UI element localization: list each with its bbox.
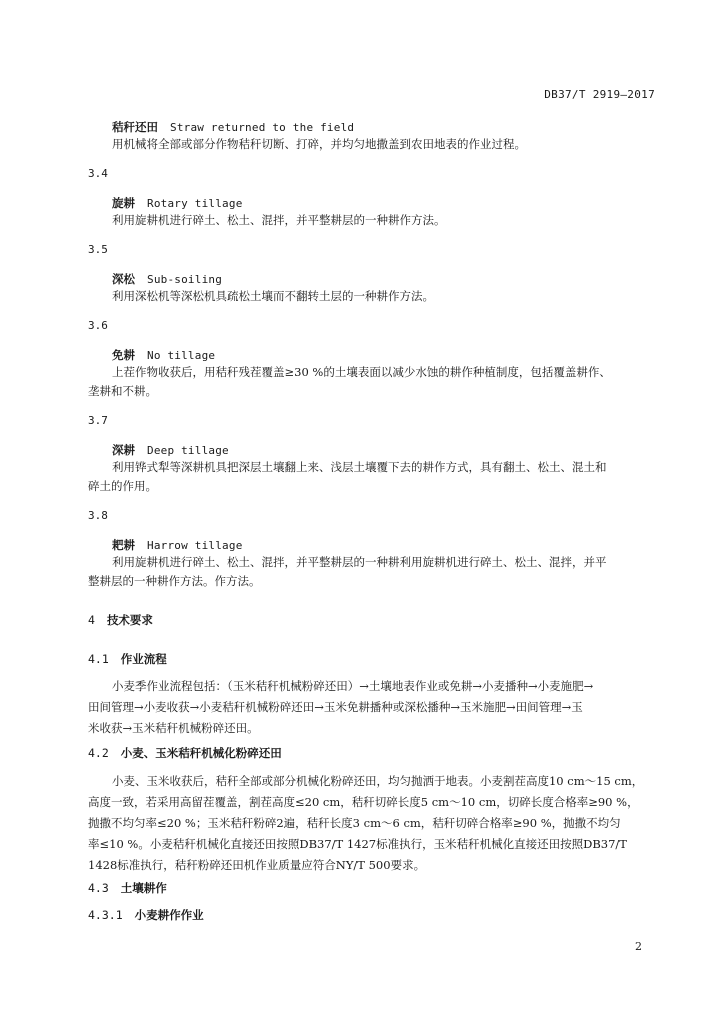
definition-text: 用机械将全部或部分作物秸秆切断、打碎，并均匀地撒盖到农田地表的作业过程。 [112,137,526,151]
definition-text: 上茬作物收获后，用秸秆残茬覆盖≥30 %的土壤表面以减少水蚀的耕作种植制度，包括覆盖耕作、 [112,365,611,379]
paragraph-line: 高度一致，若采用高留茬覆盖，割茬高度≤20 cm，秸秆切碎长度5 cm～10 cm，切碎长度合格率≥90 %， [88,795,639,809]
definition-text: 利用深松机等深松机具疏松土壤而不翻转土层的一种耕作方法。 [112,289,434,303]
section-number: 4.3 [88,881,109,895]
term-sub-soiling [112,271,222,287]
term-en: Harrow tillage [147,539,243,552]
term-zh: 深松 [112,272,135,286]
paragraph-line: 抛撒不均匀率≤20 %；玉米秸秆粉碎2遍，秸秆长度3 cm～6 cm，秸秆切碎合格率≥90 %，抛撒不均匀 [88,816,621,830]
term-zh: 免耕 [112,348,135,362]
section-number: 4.1 [88,652,109,666]
clause-number: 3.4 [88,167,108,180]
definition-text: 利用铧式犁等深耕机具把深层土壤翻上来、浅层土壤覆下去的耕作方式，具有翻土、松土、混土和 [112,460,607,474]
definition-text: 整耕层的一种耕作方法。作方法。 [88,574,261,588]
term-zh: 耙耕 [112,538,135,552]
definition-text: 碎土的作用。 [88,479,157,493]
subsection-heading [88,907,204,923]
section-number: 4 [88,613,95,627]
section-title: 技术要求 [106,613,153,627]
section-title: 小麦耕作作业 [134,908,204,922]
paragraph-line: 率≤10 %。小麦秸秆机械化直接还田按照DB37/T 1427标准执行，玉米秸秆机械化直接还田按照DB37/T [88,837,627,851]
term-en: Deep tillage [147,444,229,457]
term-straw-returned [112,119,354,135]
section-heading [88,612,153,628]
definition-text: 利用旋耕机进行碎土、松土、混拌，并平整耕层的一种耕作方法。 [112,213,446,227]
paragraph-line: 田间管理→小麦收获→小麦秸秆机械粉碎还田→玉米免耕播种或深松播种→玉米施肥→田间管理→玉 [88,700,583,714]
term-rotary-tillage [112,195,243,211]
definition-text: 垄耕和不耕。 [88,384,157,398]
subsection-heading [88,651,167,667]
clause-number: 3.7 [88,414,108,427]
paragraph-line: 1428标准执行，秸秆粉碎还田机作业质量应符合NY/T 500要求。 [88,858,426,872]
term-en: Straw returned to the field [170,121,355,134]
clause-number: 3.6 [88,319,108,332]
section-title: 小麦、玉米秸秆机械化粉碎还田 [120,746,282,760]
term-zh: 秸秆还田 [112,120,158,134]
term-en: Sub-soiling [147,273,223,286]
term-harrow-tillage [112,537,243,553]
section-number: 4.3.1 [88,908,123,922]
term-en: Rotary tillage [147,197,243,210]
subsection-heading [88,745,282,761]
standard-code: DB37/T 2919—2017 [544,88,655,101]
section-title: 土壤耕作 [120,881,167,895]
clause-number: 3.8 [88,509,108,522]
paragraph-line: 小麦季作业流程包括：（玉米秸秆机械粉碎还田）→土壤地表作业或免耕→小麦播种→小麦施肥→ [112,679,594,693]
definition-text: 利用旋耕机进行碎土、松土、混拌，并平整耕层的一种耕利用旋耕机进行碎土、松土、混拌，并平 [112,555,607,569]
page-number: 2 [635,940,642,953]
term-zh: 旋耕 [112,196,135,210]
paragraph-line: 小麦、玉米收获后，秸秆全部或部分机械化粉碎还田，均匀抛洒于地表。小麦割茬高度10 cm～15 cm， [112,774,644,788]
section-number: 4.2 [88,746,109,760]
term-en: No tillage [147,349,216,362]
term-deep-tillage [112,442,229,458]
section-title: 作业流程 [120,652,167,666]
paragraph-line: 米收获→玉米秸秆机械粉碎还田。 [88,721,259,735]
term-zh: 深耕 [112,443,135,457]
subsection-heading [88,880,167,896]
clause-number: 3.5 [88,243,108,256]
term-no-tillage [112,347,215,363]
